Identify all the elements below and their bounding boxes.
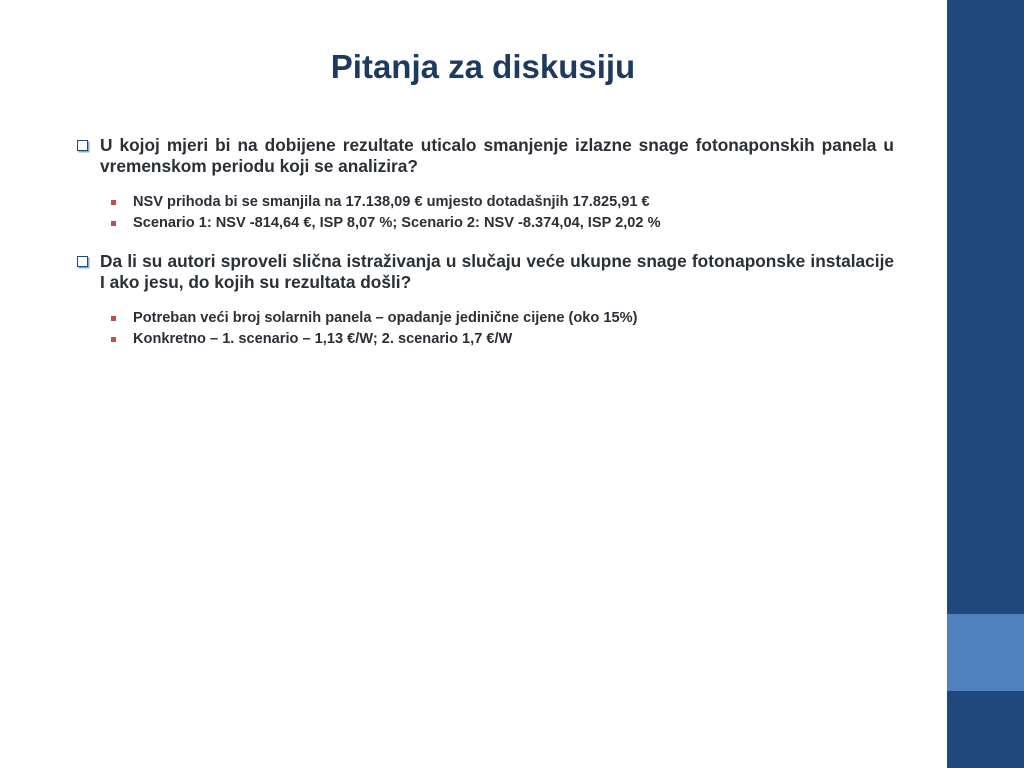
list-item bbox=[76, 213, 894, 234]
square-bullet-icon bbox=[111, 316, 116, 321]
sidebar-decoration bbox=[947, 0, 1024, 768]
question-1-text: U kojoj mjeri bi na dobijene rezultate uticalo smanjenje izlazne snage fotonaponskih panela u vremenskom periodu koji se analizira? bbox=[100, 135, 894, 176]
question-2-points bbox=[76, 308, 894, 349]
point-text: Konkretno – 1. scenario – 1,13 €/W; 2. scenario 1,7 €/W bbox=[133, 330, 513, 347]
checkbox-bullet-icon bbox=[77, 140, 88, 151]
point-text: Scenario 1: NSV -814,64 €, ISP 8,07 %; Scenario 2: NSV -8.374,04, ISP 2,02 % bbox=[133, 214, 661, 231]
square-bullet-icon bbox=[111, 200, 116, 205]
square-bullet-icon bbox=[111, 337, 116, 342]
list-item bbox=[76, 192, 894, 213]
square-bullet-icon bbox=[111, 221, 116, 226]
point-text: NSV prihoda bi se smanjila na 17.138,09 € umjesto dotadašnjih 17.825,91 € bbox=[133, 194, 650, 210]
question-1-points bbox=[76, 192, 894, 233]
slide-body bbox=[76, 135, 894, 349]
sidebar-accent-block bbox=[947, 614, 1024, 691]
question-2 bbox=[76, 251, 894, 293]
question-2-text: Da li su autori sproveli slična istraživanja u slučaju veće ukupne snage fotonaponske instalacije I ako jesu, do kojih su rezultata došli? bbox=[100, 251, 894, 292]
point-text: Potreban veći broj solarnih panela – opadanje jedinične cijene (oko 15%) bbox=[133, 310, 638, 326]
list-item bbox=[76, 329, 894, 350]
list-item bbox=[76, 308, 894, 329]
checkbox-bullet-icon bbox=[77, 256, 88, 267]
slide-title: Pitanja za diskusiju bbox=[330, 48, 636, 85]
question-1 bbox=[76, 135, 894, 177]
